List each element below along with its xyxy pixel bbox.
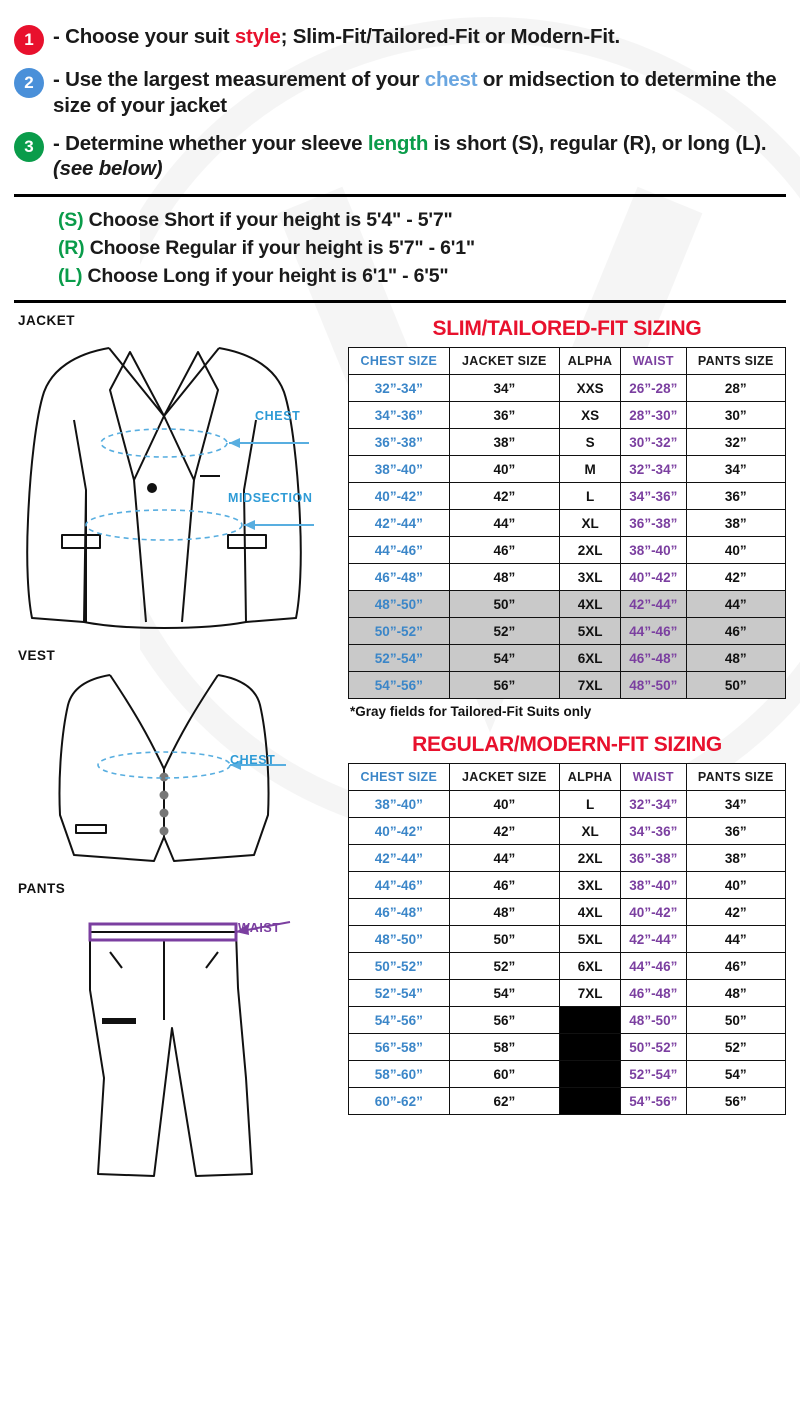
table-row xyxy=(349,402,786,429)
cell-pants: 50” xyxy=(686,1007,786,1034)
height-code-regular: (R) xyxy=(58,237,85,259)
cell-pants: 28” xyxy=(686,375,786,402)
cell-waist: 42”-44” xyxy=(621,926,686,953)
cell-pants: 34” xyxy=(686,456,786,483)
cell-chest: 34”-36” xyxy=(349,402,450,429)
header-waist: WAIST xyxy=(621,764,686,791)
cell-alpha: L xyxy=(560,791,621,818)
cell-alpha: XL xyxy=(560,818,621,845)
cell-alpha: 4XL xyxy=(560,899,621,926)
jacket-label: JACKET xyxy=(18,313,76,329)
jacket-midsection-callout: MIDSECTION xyxy=(228,491,313,506)
cell-alpha: 4XL xyxy=(560,591,621,618)
vest-chest-callout: CHEST xyxy=(230,753,276,768)
header-pants-size: PANTS SIZE xyxy=(686,348,786,375)
cell-pants: 50” xyxy=(686,672,786,699)
table-row xyxy=(349,591,786,618)
table-row xyxy=(349,872,786,899)
cell-waist: 38”-40” xyxy=(621,537,686,564)
regular-fit-table-title: REGULAR/MODERN-FIT SIZING xyxy=(412,733,722,757)
divider-bottom xyxy=(14,300,786,303)
cell-jacket: 44” xyxy=(449,845,559,872)
cell-waist: 38”-40” xyxy=(621,872,686,899)
cell-chest: 44”-46” xyxy=(349,872,450,899)
cell-chest: 44”-46” xyxy=(349,537,450,564)
cell-alpha: 2XL xyxy=(560,845,621,872)
step-1-highlight-style: style xyxy=(234,25,281,48)
cell-chest: 42”-44” xyxy=(349,845,450,872)
table-row xyxy=(349,483,786,510)
diagrams-column xyxy=(14,313,344,1198)
pants-label: PANTS xyxy=(18,881,66,897)
cell-pants: 34” xyxy=(686,791,786,818)
cell-jacket: 62” xyxy=(449,1088,559,1115)
step-2-highlight-chest: chest xyxy=(424,68,478,91)
cell-waist: 48”-50” xyxy=(621,672,686,699)
cell-waist: 34”-36” xyxy=(621,818,686,845)
cell-alpha: 5XL xyxy=(560,926,621,953)
cell-chest: 50”-52” xyxy=(349,953,450,980)
height-text-long: Choose Long if your height is 6'1" - 6'5" xyxy=(87,264,449,287)
table-row xyxy=(349,429,786,456)
header-pants-size: PANTS SIZE xyxy=(686,764,786,791)
cell-waist: 30”-32” xyxy=(621,429,686,456)
cell-alpha: S xyxy=(560,429,621,456)
cell-waist: 34”-36” xyxy=(621,483,686,510)
cell-pants: 32” xyxy=(686,429,786,456)
cell-waist: 28”-30” xyxy=(621,402,686,429)
cell-jacket: 58” xyxy=(449,1034,559,1061)
cell-alpha: XL xyxy=(560,510,621,537)
cell-waist: 44”-46” xyxy=(621,953,686,980)
cell-chest: 46”-48” xyxy=(349,899,450,926)
slim-fit-size-table xyxy=(348,347,786,699)
cell-chest: 58”-60” xyxy=(349,1061,450,1088)
height-text-regular: Choose Regular if your height is 5'7" - 6'1" xyxy=(89,237,475,259)
cell-alpha: 5XL xyxy=(560,618,621,645)
divider-top xyxy=(14,194,786,197)
step-2 xyxy=(14,67,786,119)
header-alpha: ALPHA xyxy=(560,764,621,791)
cell-jacket: 54” xyxy=(449,645,559,672)
cell-chest: 40”-42” xyxy=(349,483,450,510)
cell-chest: 52”-54” xyxy=(349,645,450,672)
height-guide-regular xyxy=(58,235,786,263)
cell-waist: 50”-52” xyxy=(621,1034,686,1061)
cell-pants: 42” xyxy=(686,899,786,926)
cell-alpha: XXS xyxy=(560,375,621,402)
cell-waist: 42”-44” xyxy=(621,591,686,618)
table-row xyxy=(349,618,786,645)
cell-alpha: L xyxy=(560,483,621,510)
header-chest-size: CHEST SIZE xyxy=(349,348,450,375)
cell-pants: 38” xyxy=(686,510,786,537)
cell-jacket: 46” xyxy=(449,872,559,899)
cell-jacket: 60” xyxy=(449,1061,559,1088)
cell-pants: 38” xyxy=(686,845,786,872)
jacket-chest-callout: CHEST xyxy=(255,409,301,424)
cell-chest: 40”-42” xyxy=(349,818,450,845)
slim-fit-table-title: SLIM/TAILORED-FIT SIZING xyxy=(432,317,702,341)
cell-waist: 26”-28” xyxy=(621,375,686,402)
cell-jacket: 40” xyxy=(449,791,559,818)
cell-alpha: 7XL xyxy=(560,980,621,1007)
lower-section xyxy=(14,313,786,1198)
cell-chest: 38”-40” xyxy=(349,456,450,483)
cell-waist: 48”-50” xyxy=(621,1007,686,1034)
cell-chest: 42”-44” xyxy=(349,510,450,537)
pants-diagram xyxy=(14,898,344,1198)
table-row xyxy=(349,1034,786,1061)
table-row xyxy=(349,510,786,537)
tables-column xyxy=(344,313,786,1198)
step-3-part-2: is short (S), regular (R), or long (L). xyxy=(428,131,767,155)
cell-chest: 48”-50” xyxy=(349,926,450,953)
table-header-row xyxy=(349,764,786,791)
table-row xyxy=(349,845,786,872)
step-3-part-0: - Determine whether your sleeve xyxy=(53,131,368,155)
cell-chest: 54”-56” xyxy=(349,672,450,699)
cell-pants: 46” xyxy=(686,953,786,980)
height-code-short: (S) xyxy=(58,209,84,232)
step-3-highlight-length: length xyxy=(367,131,429,155)
table-row xyxy=(349,818,786,845)
cell-chest: 60”-62” xyxy=(349,1088,450,1115)
steps-section xyxy=(14,24,786,182)
table-row xyxy=(349,537,786,564)
cell-pants: 44” xyxy=(686,591,786,618)
table-row xyxy=(349,953,786,980)
cell-pants: 40” xyxy=(686,537,786,564)
cell-chest: 38”-40” xyxy=(349,791,450,818)
cell-jacket: 44” xyxy=(449,510,559,537)
cell-waist: 52”-54” xyxy=(621,1061,686,1088)
step-3-badge: 3 xyxy=(14,132,44,162)
cell-alpha-empty xyxy=(560,1088,621,1115)
table-row xyxy=(349,1088,786,1115)
table-row xyxy=(349,645,786,672)
cell-pants: 30” xyxy=(686,402,786,429)
header-waist: WAIST xyxy=(621,348,686,375)
cell-jacket: 52” xyxy=(449,618,559,645)
cell-waist: 44”-46” xyxy=(621,618,686,645)
height-guide-short xyxy=(58,207,786,235)
cell-chest: 32”-34” xyxy=(349,375,450,402)
cell-pants: 36” xyxy=(686,818,786,845)
header-alpha: ALPHA xyxy=(560,348,621,375)
step-1-part-2: ; Slim-Fit/Tailored-Fit or Modern-Fit. xyxy=(280,25,620,48)
cell-waist: 32”-34” xyxy=(621,456,686,483)
cell-pants: 54” xyxy=(686,1061,786,1088)
step-1-badge: 1 xyxy=(14,25,44,55)
cell-pants: 52” xyxy=(686,1034,786,1061)
header-jacket-size: JACKET SIZE xyxy=(449,348,559,375)
step-2-badge: 2 xyxy=(14,68,44,98)
vest-diagram xyxy=(14,665,344,875)
cell-jacket: 42” xyxy=(449,483,559,510)
cell-chest: 36”-38” xyxy=(349,429,450,456)
cell-jacket: 50” xyxy=(449,591,559,618)
cell-jacket: 38” xyxy=(449,429,559,456)
step-2-part-0: - Use the largest measurement of your xyxy=(53,68,425,91)
cell-jacket: 48” xyxy=(449,899,559,926)
height-code-long: (L) xyxy=(58,264,83,287)
table-row xyxy=(349,899,786,926)
table-row xyxy=(349,672,786,699)
cell-alpha: 7XL xyxy=(560,672,621,699)
table-header-row xyxy=(349,348,786,375)
slim-fit-footnote: *Gray fields for Tailored-Fit Suits only xyxy=(350,704,592,720)
cell-jacket: 40” xyxy=(449,456,559,483)
cell-chest: 50”-52” xyxy=(349,618,450,645)
table-row xyxy=(349,791,786,818)
cell-alpha: 3XL xyxy=(560,564,621,591)
table-row xyxy=(349,1061,786,1088)
cell-waist: 46”-48” xyxy=(621,645,686,672)
table-row xyxy=(349,1007,786,1034)
height-guide-section xyxy=(14,207,786,290)
cell-alpha: 2XL xyxy=(560,537,621,564)
cell-chest: 54”-56” xyxy=(349,1007,450,1034)
cell-pants: 48” xyxy=(686,645,786,672)
cell-jacket: 50” xyxy=(449,926,559,953)
step-3-text xyxy=(53,131,786,183)
cell-waist: 36”-38” xyxy=(621,845,686,872)
pants-waist-callout: WAIST xyxy=(238,921,281,936)
table-row xyxy=(349,926,786,953)
cell-chest: 52”-54” xyxy=(349,980,450,1007)
cell-pants: 40” xyxy=(686,872,786,899)
cell-pants: 44” xyxy=(686,926,786,953)
cell-alpha: 3XL xyxy=(560,872,621,899)
regular-fit-size-table xyxy=(348,763,786,1115)
cell-waist: 40”-42” xyxy=(621,899,686,926)
height-text-short: Choose Short if your height is 5'4" - 5'7" xyxy=(88,209,453,232)
cell-waist: 46”-48” xyxy=(621,980,686,1007)
cell-alpha-empty xyxy=(560,1034,621,1061)
vest-label: VEST xyxy=(18,648,56,664)
cell-jacket: 56” xyxy=(449,672,559,699)
cell-pants: 36” xyxy=(686,483,786,510)
cell-pants: 46” xyxy=(686,618,786,645)
cell-waist: 54”-56” xyxy=(621,1088,686,1115)
cell-waist: 40”-42” xyxy=(621,564,686,591)
height-guide-long xyxy=(58,263,786,291)
cell-pants: 56” xyxy=(686,1088,786,1115)
header-jacket-size: JACKET SIZE xyxy=(449,764,559,791)
step-1-part-0: - Choose your suit xyxy=(53,25,235,48)
cell-chest: 48”-50” xyxy=(349,591,450,618)
cell-jacket: 42” xyxy=(449,818,559,845)
step-1 xyxy=(14,24,786,55)
cell-jacket: 54” xyxy=(449,980,559,1007)
cell-jacket: 34” xyxy=(449,375,559,402)
cell-pants: 42” xyxy=(686,564,786,591)
cell-jacket: 52” xyxy=(449,953,559,980)
cell-waist: 32”-34” xyxy=(621,791,686,818)
step-1-text xyxy=(53,24,620,50)
header-chest-size: CHEST SIZE xyxy=(349,764,450,791)
table-row xyxy=(349,564,786,591)
cell-chest: 56”-58” xyxy=(349,1034,450,1061)
cell-waist: 36”-38” xyxy=(621,510,686,537)
step-3-see-below: (see below) xyxy=(53,157,163,181)
cell-chest: 46”-48” xyxy=(349,564,450,591)
cell-jacket: 46” xyxy=(449,537,559,564)
cell-alpha: 6XL xyxy=(560,953,621,980)
cell-jacket: 56” xyxy=(449,1007,559,1034)
table-row xyxy=(349,456,786,483)
jacket-diagram xyxy=(14,330,344,640)
step-2-text xyxy=(53,67,786,119)
cell-alpha-empty xyxy=(560,1061,621,1088)
cell-jacket: 36” xyxy=(449,402,559,429)
step-2-part-2: or midsection to determine the size of your jacket xyxy=(53,68,777,117)
cell-jacket: 48” xyxy=(449,564,559,591)
table-row xyxy=(349,980,786,1007)
cell-alpha: 6XL xyxy=(560,645,621,672)
cell-alpha: XS xyxy=(560,402,621,429)
table-row xyxy=(349,375,786,402)
cell-pants: 48” xyxy=(686,980,786,1007)
step-3 xyxy=(14,131,786,183)
cell-alpha: M xyxy=(560,456,621,483)
cell-alpha-empty xyxy=(560,1007,621,1034)
